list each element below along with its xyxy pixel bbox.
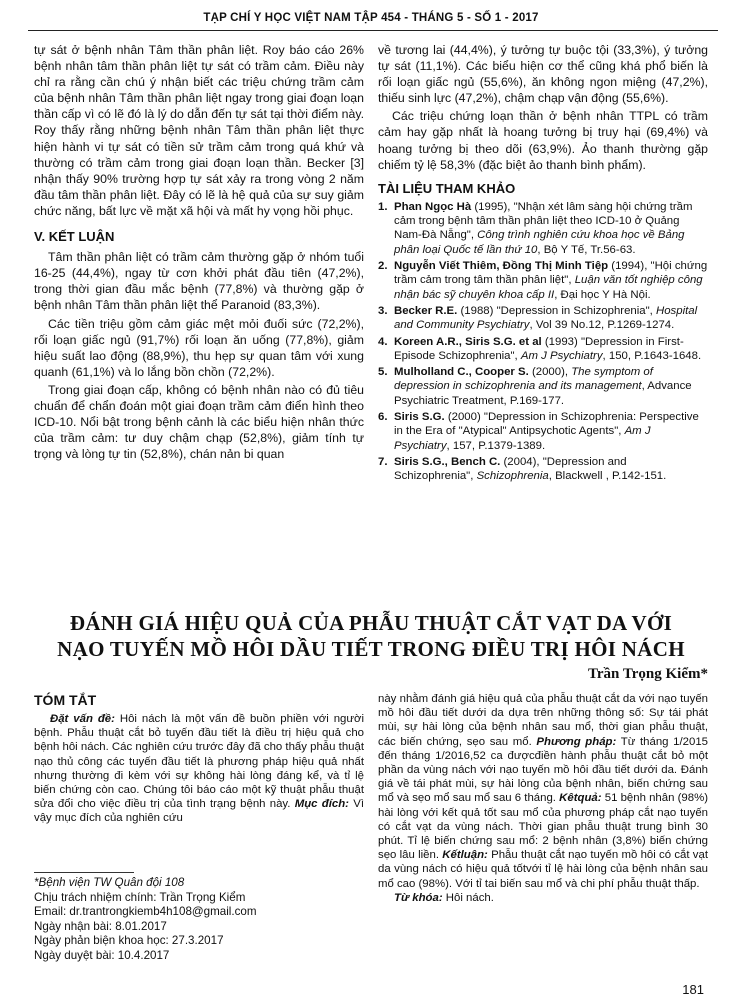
abstract-right bbox=[378, 692, 708, 905]
abstract-paragraph: Đặt vấn đề: Hôi nách là một vấn đề buồn phiền với người bệnh. Phẫu thuật cắt bỏ tuyến đầu tiết là điều trị hiệu quả cho bệnh hôi nách. Các nghiên cứu trước đây đã cho thấy phẫu thuật nạo thủ công các tuyến đầu tiết là phương pháp hiệu quả nhất nhưng thường đi kèm với sự không hài lòng đáng kể, và tỉ lệ biến chứng còn cao. Chúng tôi báo cáo một kỹ thuật phẫu thuật sửa đổi cho việc điều trị của tình trạng bệnh này. Mục đích: Vì vậy mục đích của nghiên cứu bbox=[34, 713, 365, 825]
section-heading-conclusion: V. KẾT LUẬN bbox=[34, 229, 115, 245]
reference-item: 4. Koreen A.R., Siris S.G. et al (1993) "Depression in First-Episode Schizophrenia", Am J Psychiatry, 150, P.1643-1648. bbox=[378, 335, 702, 362]
responsible-author: Chịu trách nhiệm chính: Trần Trọng Kiểm bbox=[34, 890, 246, 904]
body-paragraph: Trong giai đoạn cấp, không có bệnh nhân nào có đủ tiêu chuẩn để chẩn đoán một giai đoạn trầm cảm điển hình theo ICD-10. Nổi bật trong bệnh cảnh là các biểu hiện nhân thức của trầm cảm: tư duy chậm chạp (52,8%), giảm tính tự trọng và lòng tự tin (52,8%), chán nản bi quan bbox=[34, 382, 364, 462]
reference-item: 3. Becker R.E. (1988) "Depression in Schizophrenia", Hospital and Community Psychiatry, Vol 39 No.12, P.1269-1274. bbox=[378, 304, 698, 332]
references-heading: TÀI LIỆU THAM KHẢO bbox=[378, 180, 516, 196]
article-author: Trần Trọng Kiểm* bbox=[588, 666, 708, 682]
right-column bbox=[378, 42, 708, 485]
keywords: Từ khóa: Hôi nách. bbox=[394, 891, 494, 904]
review-date: Ngày phản biện khoa học: 27.3.2017 bbox=[34, 934, 224, 948]
header-rule bbox=[28, 30, 718, 31]
approved-date: Ngày duyệt bài: 10.4.2017 bbox=[34, 948, 170, 962]
abstract-left bbox=[34, 712, 364, 826]
reference-item: 7. Siris S.G., Bench C. (2004), "Depression and Schizophrenia", Schizophrenia, Blackwell , P.142-151. bbox=[378, 455, 667, 483]
email: Email: dr.trantrongkiemb4h108@gmail.com bbox=[34, 905, 257, 919]
abstract-heading: TÓM TẮT bbox=[34, 692, 97, 708]
footnote bbox=[34, 876, 334, 964]
article-title bbox=[40, 610, 702, 662]
reference-item: 2. Nguyễn Viết Thiêm, Đồng Thị Minh Tiệp (1994), "Hội chứng trầm cảm trong tâm thần phân liệt", Luận văn tốt nghiệp công nhận bác sỹ chuyên khoa cấp II, Đại học Y Hà Nội. bbox=[378, 260, 708, 301]
abstract-paragraph: này nhằm đánh giá hiệu quả của phẫu thuật cắt da với nạo tuyến mồ hôi đầu tiết dưới da dựa trên những thông số: Sự tái phát mùi, sự hài lòng của bệnh nhân sau mổ, thời gian phẫu thuật, các biến chứng, sẹo sau mổ. Phương pháp: Từ tháng 1/2015 đến tháng 1/2016,52 ca đượcđiền hành phẫu thuật cắt bỏ một phần da vùng nách với nạo tuyến mồ hôi đầu tiết dưới da. Đánh giá về tái phát mùi, sự hài lòng của bệnh nhân, biến chứng sau mổ và sẹo mổ sau mổ sau 6 tháng. Kêtquả: 51 bệnh nhân (98%) hài lòng với kết quả tốt sau mổ của phương pháp cắt nạo tuyến có cắt vạt da vùng nách. Thời gian phẫu thuật trung bình 30 phút. Tỉ lệ biến chứng sau mổ: 2 bệnh nhân (3,8%) biến chứng sẹo lâu liền. Kếtluận: Phẫu thuật cắt nạo tuyến mồ hôi có cắt vạt da vùng nách có hiệu quả tốtvới tỉ lệ hài lòng của bệnh nhân sau mổ cao (98%). Với tỉ tai biến sau mổ và chi phí phẫu thuật thấp. bbox=[378, 693, 708, 890]
affiliation: *Bệnh viện TW Quân đội 108 bbox=[34, 876, 185, 889]
reference-item: 5. Mulholland C., Cooper S. (2000), The symptom of depression in schizophrenia and its management, Advance Psychiatric Treatment, P.169-177. bbox=[378, 366, 692, 407]
article-title-line: ĐÁNH GIÁ HIỆU QUẢ CỦA PHẪU THUẬT CẮT VẠT DA VỚI bbox=[69, 611, 673, 635]
article-title-line: NẠO TUYẾN MỒ HÔI DẦU TIẾT TRONG ĐIỀU TRỊ HÔI NÁCH bbox=[57, 637, 685, 661]
reference-item: 6. Siris S.G. (2000) "Depression in Schizophrenia: Perspective in the Era of "Atypical" Antipsychotic Agents", Am J Psychiatry, 157, P.1379-1389. bbox=[378, 411, 699, 452]
journal-header: TẠP CHÍ Y HỌC VIỆT NAM TẬP 454 - THÁNG 5 - SỐ 1 - 2017 bbox=[203, 12, 539, 24]
reference-list bbox=[378, 200, 708, 484]
reference-item: 1. Phan Ngọc Hà (1995), "Nhận xét lâm sàng hội chứng trầm cảm trong bệnh tâm thần phân liệt theo ICD-10 ở Quảng Nam-Đà Nẵng", Công trình nghiên cứu khoa học về Bảng phân loại Quốc tế lần thứ 10, Bộ Y Tế, Tr.56-63. bbox=[378, 200, 693, 256]
received-date: Ngày nhận bài: 8.01.2017 bbox=[34, 919, 167, 933]
footnote-rule bbox=[34, 872, 134, 873]
body-paragraph: Các tiền triệu gồm cảm giác mệt mỏi đuối sức (72,2%), rối loạn giấc ngủ (91,7%) rối loạn ăn uống (77,8%), giảm hiệu suất lao động (88,9%), thu hẹp sự quan tâm với xung quanh (61,1%) và lo lắng bồn chồn (72,2%). bbox=[34, 316, 364, 379]
body-paragraph: tự sát ở bệnh nhân Tâm thần phân liệt. Roy báo cáo 26% bệnh nhân tâm thần phân liệt tự sát có trầm cảm. Điều này chỉ ra rằng cần chú ý nhận biết các triệu chứng trầm cảm của bệnh nhân Tâm thần phân liệt ngay trong giai đoạn loạn thần cấp vì có lẽ đó là lý do dẫn đến tự sát tại thời điểm này. Roy thấy rằng những bệnh nhân Tâm thần phân liệt thực hiện hành vi tự sát có tiền sử trầm cảm trong quá khứ và thường có trầm cảm trong giai đoạn loạn thần. Becker [3] nhận thấy 90% trường hợp tự sát xảy ra trong vòng 2 năm đầu tâm thần phân liệt. Đây có lẽ là hệ quả của sự suy giảm chức năng, bất lực về mặt xã hội và mất hy vọng hồi phục. bbox=[34, 43, 364, 218]
page-number: 181 bbox=[682, 982, 704, 997]
body-paragraph: về tương lai (44,4%), ý tưởng tự buộc tội (33,3%), ý tưởng tự sát (11,1%). Các biểu hiện cơ thể cũng khá phổ biến là rối loạn giấc ngủ (55,6%), ăn không ngon miệng (47,2%), thiếu sinh lực (47,2%), chậm chạp vận động (55,6%). bbox=[378, 43, 708, 106]
body-paragraph: Các triệu chứng loạn thần ở bệnh nhân TTPL có trầm cảm hay gặp nhất là hoang tưởng bị truy hại (69,4%) và hoang tưởng bị theo dõi (63,9%). Ảo thanh thường gặp chiếm tỷ lệ 58,3% (đặc biệt ảo thanh bình phẩm). bbox=[378, 109, 708, 172]
body-paragraph: Tâm thần phân liệt có trầm cảm thường gặp ở nhóm tuổi 16-25 (44,4%), ngay từ cơn khởi phát đầu tiên (47,2%), trong thời gian đầu mắc bệnh (77,8%) và thường gặp ở bệnh nhân Tâm thần phân liệt thể Paranoid (83,3%). bbox=[34, 250, 364, 313]
left-column bbox=[34, 42, 364, 462]
